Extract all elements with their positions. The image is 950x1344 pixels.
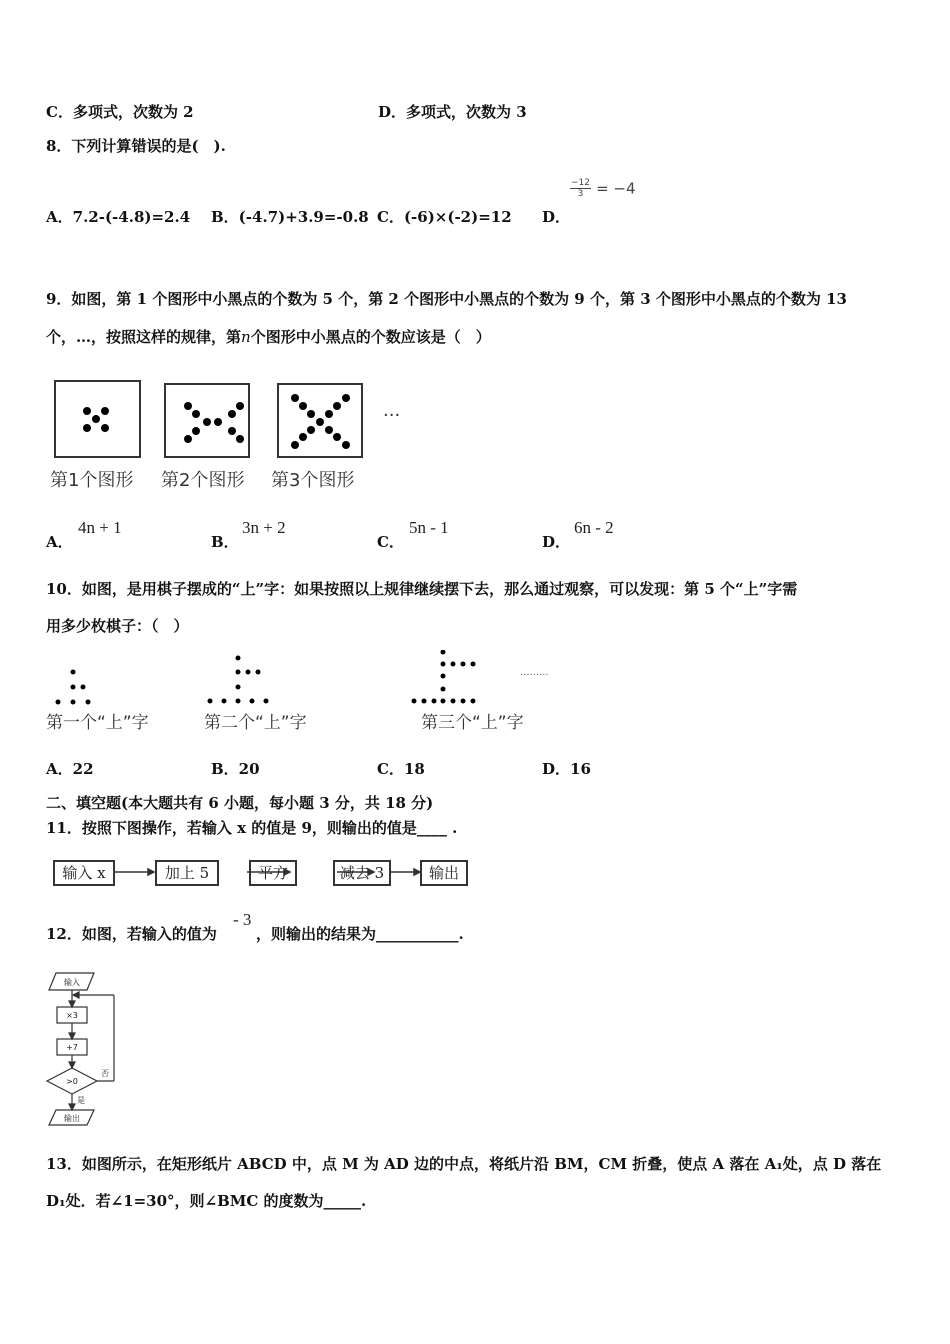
q12-stem-b: ，则输出的结果为___________. [256,925,464,943]
flowchart-condition: >0 [66,1077,78,1086]
q10-option-b: B．20 [211,760,260,778]
q8-option-a: A．7.2-(-4.8)=2.4 [46,208,191,226]
q11-flow-add5: 加上 5 [155,860,219,886]
q8-option-c: C．(-6)×(-2)=12 [377,208,512,226]
q10-option-c: C．18 [377,760,425,778]
q9-option-b-expr: 3n + 2 [242,518,286,537]
q11-flow-input: 输入 x [53,860,115,886]
q10-dot-figures [40,650,500,710]
q7-option-d: D．多项式，次数为 3 [378,103,527,121]
q9-line1: 9．如图，第 1 个图形中小黑点的个数为 5 个，第 2 个图形中小黑点的个数为 9 个，第 3 个图形中小黑点的个数为 13 [46,290,847,308]
q11-stem: 11．按照下图操作，若输入 x 的值是 9，则输出的值是____ . [46,819,458,837]
q13-line2: D₁处．若∠1=30°，则∠BMC 的度数为_____. [46,1192,367,1210]
q11-flow-minus3: 减去 3 [333,860,391,886]
q10-caption-3: 第三个“上”字 [421,713,524,733]
q10-option-d: D．16 [542,760,591,778]
q10-caption-1: 第一个“上”字 [46,713,149,733]
q12-value: - 3 [233,910,252,929]
q9-caption-1: 第1个图形 [50,470,134,491]
q10-ellipsis: ········· [520,670,549,681]
q9-line2 [46,327,491,347]
q8-fraction [570,178,636,199]
q12-flowchart [40,965,130,1130]
flowchart-input: 输入 [64,978,80,987]
q8-option-d: D． [542,208,571,226]
flowchart-times3: ×3 [66,1011,78,1020]
q7-option-c: C．多项式，次数为 2 [46,103,194,121]
q11-flow-output: 输出 [420,860,468,886]
q9-line2-b: 个图形中小黑点的个数应该是（ ） [250,328,491,346]
q10-option-a: A．22 [46,760,94,778]
q9-option-a-label: A． [46,533,73,551]
fraction-rhs: = −4 [596,179,636,198]
q9-option-a-expr: 4n + 1 [78,518,122,537]
q8-stem: 8．下列计算错误的是( ). [46,137,226,155]
q9-option-c-label: C． [377,533,404,551]
q11-flow-square: 平方 [249,860,297,886]
q10-caption-2: 第二个“上”字 [204,713,307,733]
q9-option-d-label: D． [542,533,571,551]
q9-caption-2: 第2个图形 [161,470,245,491]
flowchart-plus7: +7 [66,1043,78,1052]
flowchart-yes: 是 [77,1096,85,1105]
section-2-heading: 二、填空题(本大题共有 6 小题，每小题 3 分，共 18 分) [46,794,434,812]
q9-option-d-expr: 6n - 2 [574,518,614,537]
flowchart-output: 输出 [64,1114,80,1123]
q13-line1: 13．如图所示，在矩形纸片 ABCD 中，点 M 为 AD 边的中点，将纸片沿 BM，CM 折叠，使点 A 落在 A₁处，点 D 落在 [46,1155,882,1173]
q9-option-c-expr: 5n - 1 [409,518,449,537]
q9-caption-3: 第3个图形 [271,470,355,491]
fraction-denominator: 3 [577,189,584,199]
q9-line2-a: 个，…，按照这样的规律，第 [46,328,242,346]
q9-var: n [241,328,251,346]
fraction-numerator: −12 [571,178,590,188]
q9-option-b-label: B． [211,533,239,551]
q9-ellipsis: ··· [383,405,401,426]
q12-stem-a: 12．如图，若输入的值为 [46,925,217,943]
q10-line1: 10．如图，是用棋子摆成的“上”字：如果按照以上规律继续摆下去，那么通过观察，可以发现：第 5 个“上”字需 [46,580,798,598]
q8-option-b: B．(-4.7)+3.9=-0.8 [211,208,369,226]
flowchart-no: 否 [101,1069,109,1078]
q9-dot-figures [52,378,392,460]
q10-line2: 用多少枚棋子：（ ） [46,617,189,635]
